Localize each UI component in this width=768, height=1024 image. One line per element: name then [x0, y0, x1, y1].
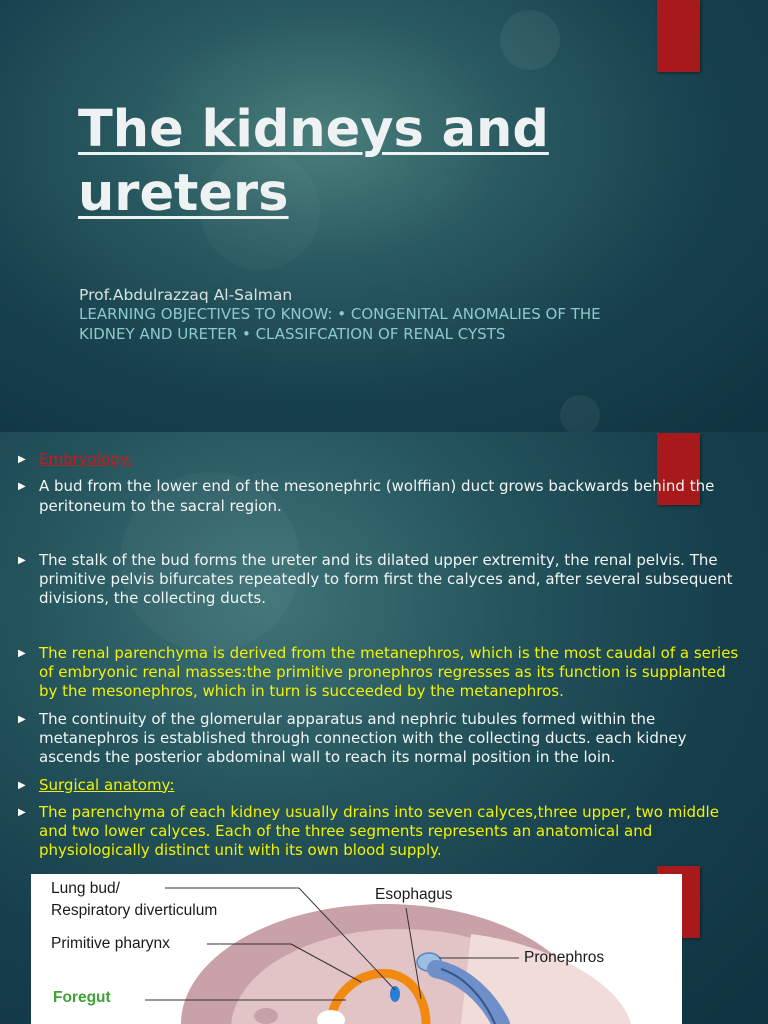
bullet-list [18, 450, 746, 861]
title-line-1: The kidneys and [78, 100, 549, 159]
label-respiratory-diverticulum: Respiratory diverticulum [51, 902, 218, 919]
label-primitive-pharynx: Primitive pharynx [51, 935, 170, 952]
learning-objectives: LEARNING OBJECTIVES TO KNOW: • CONGENITAL ANOMALIES OF THE KIDNEY AND URETER • CLASSIFCATION OF RENAL CYSTS [79, 305, 601, 343]
background-bokeh [560, 395, 600, 432]
lung-bud-shape [390, 986, 400, 1002]
slide-title [78, 98, 549, 226]
author-name: Prof.Abdulrazzaq Al-Salman [79, 286, 293, 304]
bullet-ureteric-bud: ▶ A bud from the lower end of the mesonephric (wolffian) duct grows backwards behind the peritoneum to the sacral region. [18, 477, 746, 516]
content-slide [0, 432, 768, 1024]
bullet-embryology-heading: ▶ Embryology: [18, 450, 746, 469]
embryo-diagram [31, 874, 682, 1024]
label-pronephros: Pronephros [524, 949, 605, 966]
bullet-ureter-stalk: ▶ The stalk of the bud forms the ureter and its dilated upper extremity, the renal pelvis. The primitive pelvis bifurcates repeatedly to form first the calyces and, after several subsequent divisions, the collecting ducts. [18, 551, 746, 609]
bullet-surgical-anatomy-heading: ▶ Surgical anatomy: [18, 776, 746, 795]
red-accent-bar [657, 0, 700, 72]
bullet-glomerular-continuity: ▶ The continuity of the glomerular apparatus and nephric tubules formed within the metanephros is established through connection with the collecting ducts. each kidney ascends the posterior abdominal wall to reach its normal position in the loin. [18, 710, 746, 768]
embryo-pit [254, 1008, 278, 1024]
label-foregut: Foregut [53, 989, 111, 1006]
bullet-calyces: ▶ The parenchyma of each kidney usually drains into seven calyces,three upper, two middle and two lower calyces. Each of the three segments represents an anatomical and physiologically distinct unit with its own blood supply. [18, 803, 746, 861]
title-line-2: ureters [78, 164, 289, 223]
title-slide [0, 0, 768, 432]
label-lung-bud: Lung bud/ [51, 880, 120, 897]
background-bokeh [500, 10, 560, 70]
bullet-metanephros: ▶ The renal parenchyma is derived from the metanephros, which is the most caudal of a series of embryonic renal masses:the primitive pronephros regresses as its function is supplanted by the mesonephros, which in turn is succeeded by the metanephros. [18, 644, 746, 702]
label-esophagus: Esophagus [375, 886, 453, 903]
